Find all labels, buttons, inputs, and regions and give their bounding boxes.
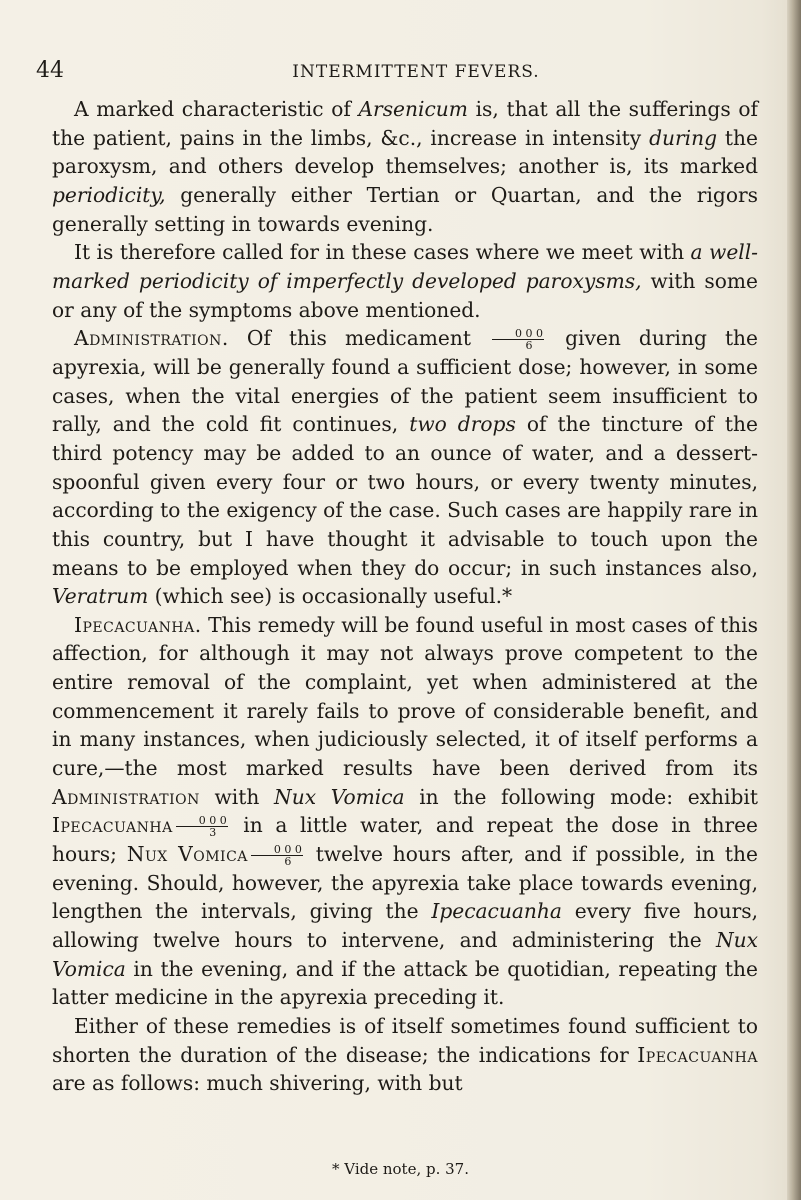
emphasis-italic: periodicity, bbox=[52, 182, 166, 207]
page-edge-shadow bbox=[787, 0, 801, 1200]
text-run: generally either Tertian or Quartan, and the rigors generally setting in towards evening. bbox=[52, 182, 758, 236]
text-run: is, that all the sufferings of the patient, pains in the limbs, &c., increase in intensity bbox=[52, 97, 758, 150]
fraction-numerator: 0 0 0 bbox=[176, 815, 228, 827]
small-caps-term: Ipecacuanha bbox=[637, 1042, 758, 1067]
text-run: twelve hours after, and if possible, in the evening. Should, however, the apyrexia take place towards evening, lengthen the intervals, giving the bbox=[52, 842, 758, 924]
fraction-denominator: 3 bbox=[209, 826, 217, 840]
small-caps-term: Administration bbox=[52, 784, 200, 809]
page-header bbox=[36, 58, 756, 86]
text-run: Of this medicament bbox=[228, 326, 490, 351]
emphasis-italic: a well-marked periodicity of imperfectly developed paroxysms, bbox=[52, 240, 758, 293]
text-run: This remedy will be found useful in most cases of this affection, for although it may not always prove competent to the entire removal of the complaint, yet when administered at the commencement it rarely fails to prove of considerable benefit, and in many instances, when judiciously selected, it of itself performs a cure,—the most marked results have been derived from its bbox=[52, 612, 758, 781]
text-run: (which see) is occasionally useful.* bbox=[148, 584, 513, 609]
text-run: It is therefore called for in these cases where we meet with bbox=[74, 240, 691, 265]
emphasis-italic: two drops bbox=[409, 412, 516, 437]
text-run: of the tincture of the third potency may be added to an ounce of water, and a dessert-spoonful given every four or two hours, or every twenty minutes, according to the exigency of the case. Such cases are happily rare in this country, but I have thought it advisable to touch upon the means to be employed when they do occur; in such instances also, bbox=[52, 412, 758, 580]
section-heading-ipecacuanha: Ipecacuanha. bbox=[74, 612, 202, 637]
text-run: with bbox=[199, 784, 275, 809]
emphasis-italic: during bbox=[649, 125, 718, 150]
text-run: every five hours, allowing twelve hours to intervene, and administering the bbox=[52, 899, 758, 953]
remedy-name-italic: Veratrum bbox=[52, 584, 149, 609]
potency-fraction bbox=[251, 844, 303, 867]
text-run: Either of these remedies is of itself sometimes found sufficient to shorten the duration of the disease; the indications for bbox=[52, 1014, 758, 1067]
potency-fraction bbox=[176, 815, 228, 838]
text-run: in the following mode: exhibit bbox=[404, 784, 758, 809]
text-run: are as follows: much shivering, with but bbox=[52, 1071, 463, 1096]
remedy-name-italic: Nux Vomica bbox=[52, 928, 758, 981]
section-heading-administration: Administration. bbox=[74, 326, 229, 351]
fraction-numerator: 0 0 0 bbox=[251, 844, 303, 856]
footnote: * Vide note, p. 37. bbox=[331, 1160, 469, 1178]
fraction-denominator: 6 bbox=[284, 855, 292, 869]
paragraph-ipecacuanha bbox=[52, 611, 758, 1012]
paragraph-administration bbox=[52, 324, 758, 611]
text-run: A marked characteristic of bbox=[74, 97, 359, 121]
small-caps-term: Ipecacuanha bbox=[52, 813, 173, 838]
small-caps-term: Nux Vomica bbox=[126, 842, 248, 867]
paragraph-arsenicum-characteristic bbox=[52, 95, 758, 238]
fraction-numerator: 0 0 0 bbox=[492, 328, 544, 340]
text-run: in the evening, and if the attack be quotidian, repeating the latter medicine in the apyrexia preceding it. bbox=[52, 956, 758, 1010]
page-number: 44 bbox=[36, 58, 64, 83]
running-head: INTERMITTENT FEVERS. bbox=[292, 62, 540, 82]
text-run: in a little water, and repeat the dose in three hours; bbox=[52, 813, 758, 867]
remedy-name-italic: Ipecacuanha bbox=[431, 899, 562, 924]
potency-fraction bbox=[492, 328, 544, 351]
remedy-name-italic: Nux Vomica bbox=[274, 784, 405, 809]
body-text bbox=[52, 95, 758, 1098]
paragraph-either-remedy bbox=[52, 1012, 758, 1098]
text-run: given during the apyrexia, will be generally found a sufficient dose; however, in some cases, when the vital energies of the patient seem insufficient to rally, and the cold fit continues, bbox=[52, 326, 759, 437]
remedy-name-italic: Arsenicum bbox=[358, 97, 468, 121]
text-run: the paroxysm, and others develop themselves; another is, its marked bbox=[52, 125, 758, 179]
text-run: with some or any of the symptoms above mentioned. bbox=[52, 268, 758, 322]
paragraph-indication bbox=[52, 238, 758, 324]
fraction-denominator: 6 bbox=[525, 339, 533, 353]
